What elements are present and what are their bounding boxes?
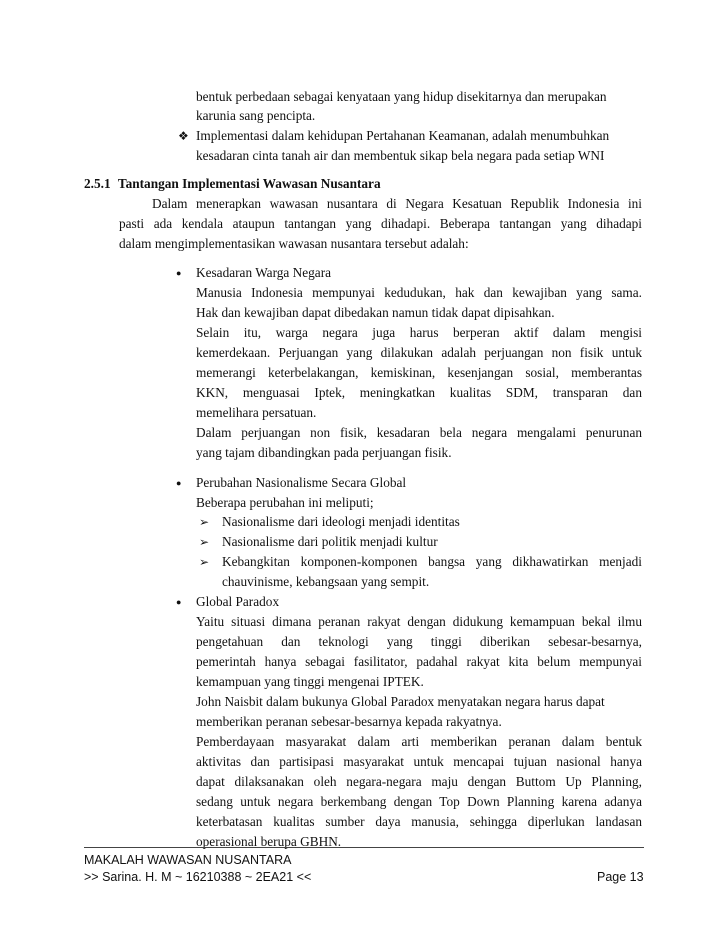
item-3-line-9: dapat dilaksanakan oleh negara-negara maju dengan Buttom Up Planning, [196, 774, 642, 789]
item-2-subitem-3: Kebangkitan komponen-komponen bangsa yang dikhawatirkan menjadi [222, 554, 642, 569]
item-3-line-5: John Naisbit dalam bukunya Global Paradox menyatakan negara harus dapat [196, 694, 605, 709]
item-1-line-4: kemerdekaan. Perjuangan yang dilakukan adalah perjuangan non fisik untuk [196, 345, 642, 360]
arrow-bullet-icon: ➢ [199, 535, 210, 549]
item-3-line-10: sedang untuk negara berkembang dengan Top Down Planning karena adanya [196, 794, 642, 809]
intro-line-2: pasti ada kendala ataupun tantangan yang dihadapi. Beberapa tantangan yang dihadapi [119, 216, 642, 231]
item-1-line-5: memerangi keterbelakangan, kemiskinan, kesenjangan sosial, memberantas [196, 365, 642, 380]
item-2-subitem-1: Nasionalisme dari ideologi menjadi identitas [222, 514, 460, 529]
item-3-line-12: operasional berupa GBHN. [196, 834, 342, 849]
arrow-bullet-icon: ➢ [199, 555, 210, 569]
item-2-title: ● Perubahan Nasionalisme Secara Global [196, 473, 406, 493]
item-1-line-2: Hak dan kewajiban dapat dibedakan namun tidak dapat dipisahkan. [196, 305, 555, 320]
item-3-line-8: aktivitas dan partisipasi masyarakat untuk mencapai tujuan nasional hanya [196, 754, 642, 769]
arrow-bullet-icon: ➢ [199, 515, 210, 529]
diamond-item-line-2: kesadaran cinta tanah air dan membentuk sikap bela negara pada setiap WNI [196, 148, 605, 163]
continuation-line-2: karunia sang pencipta. [196, 108, 316, 123]
diamond-item-line-1: Implementasi dalam kehidupan Pertahanan Keamanan, adalah menumbuhkan [196, 128, 610, 143]
item-1-line-9: yang tajam dibandingkan pada perjuangan fisik. [196, 445, 452, 460]
footer-author-line: >> Sarina. H. M ~ 16210388 ~ 2EA21 << [84, 870, 312, 884]
item-3-line-2: pengetahuan dan teknologi yang tinggi diberikan sebesar-besarnya, [196, 634, 642, 649]
item-1-line-6: KKN, menguasai Iptek, meningkatkan kualitas SDM, transparan dan [196, 385, 642, 400]
item-3-line-3: pemerintah hanya sebagai fasilitator, padahal rakyat kita belum mempunyai [196, 654, 642, 669]
item-3-line-11: keterbatasan kualitas sumber daya manusia, sehingga diperlukan landasan [196, 814, 642, 829]
item-3-line-1: Yaitu situasi dimana peranan rakyat dengan didukung kemampuan bekal ilmu [196, 614, 642, 629]
item-1-line-7: memelihara persatuan. [196, 405, 317, 420]
item-2-subitem-2: Nasionalisme dari politik menjadi kultur [222, 534, 438, 549]
item-2-subitem-3-cont: chauvinisme, kebangsaan yang sempit. [222, 574, 430, 589]
item-1-title: ● Kesadaran Warga Negara [196, 263, 331, 283]
footer-divider [84, 847, 644, 848]
item-1-line-1: Manusia Indonesia mempunyai kedudukan, hak dan kewajiban yang sama. [196, 285, 642, 300]
item-3-line-4: kemampuan yang tinggi mengenai IPTEK. [196, 674, 424, 689]
intro-line-3: dalam mengimplementasikan wawasan nusantara tersebut adalah: [119, 236, 469, 251]
section-number: 2.5.1 [84, 176, 111, 191]
footer-page-number: Page 13 [597, 870, 644, 884]
diamond-bullet-icon: ❖ [178, 129, 189, 143]
footer-title: MAKALAH WAWASAN NUSANTARA [84, 853, 292, 867]
intro-line-1: Dalam menerapkan wawasan nusantara di Negara Kesatuan Republik Indonesia ini [152, 196, 642, 211]
section-heading [84, 174, 381, 194]
section-title: Tantangan Implementasi Wawasan Nusantara [117, 176, 381, 191]
item-1-line-8: Dalam perjuangan non fisik, kesadaran bela negara mengalami penurunan [196, 425, 642, 440]
item-3-line-7: Pemberdayaan masyarakat dalam arti memberikan peranan dalam bentuk [196, 734, 642, 749]
item-3-line-6: memberikan peranan sebesar-besarnya kepada rakyatnya. [196, 714, 502, 729]
continuation-line-1: bentuk perbedaan sebagai kenyataan yang hidup disekitarnya dan merupakan [196, 89, 607, 104]
item-2-line-1: Beberapa perubahan ini meliputi; [196, 495, 374, 510]
item-1-line-3: Selain itu, warga negara juga harus berperan aktif dalam mengisi [196, 325, 642, 340]
item-3-title: ● Global Paradox [196, 592, 279, 612]
